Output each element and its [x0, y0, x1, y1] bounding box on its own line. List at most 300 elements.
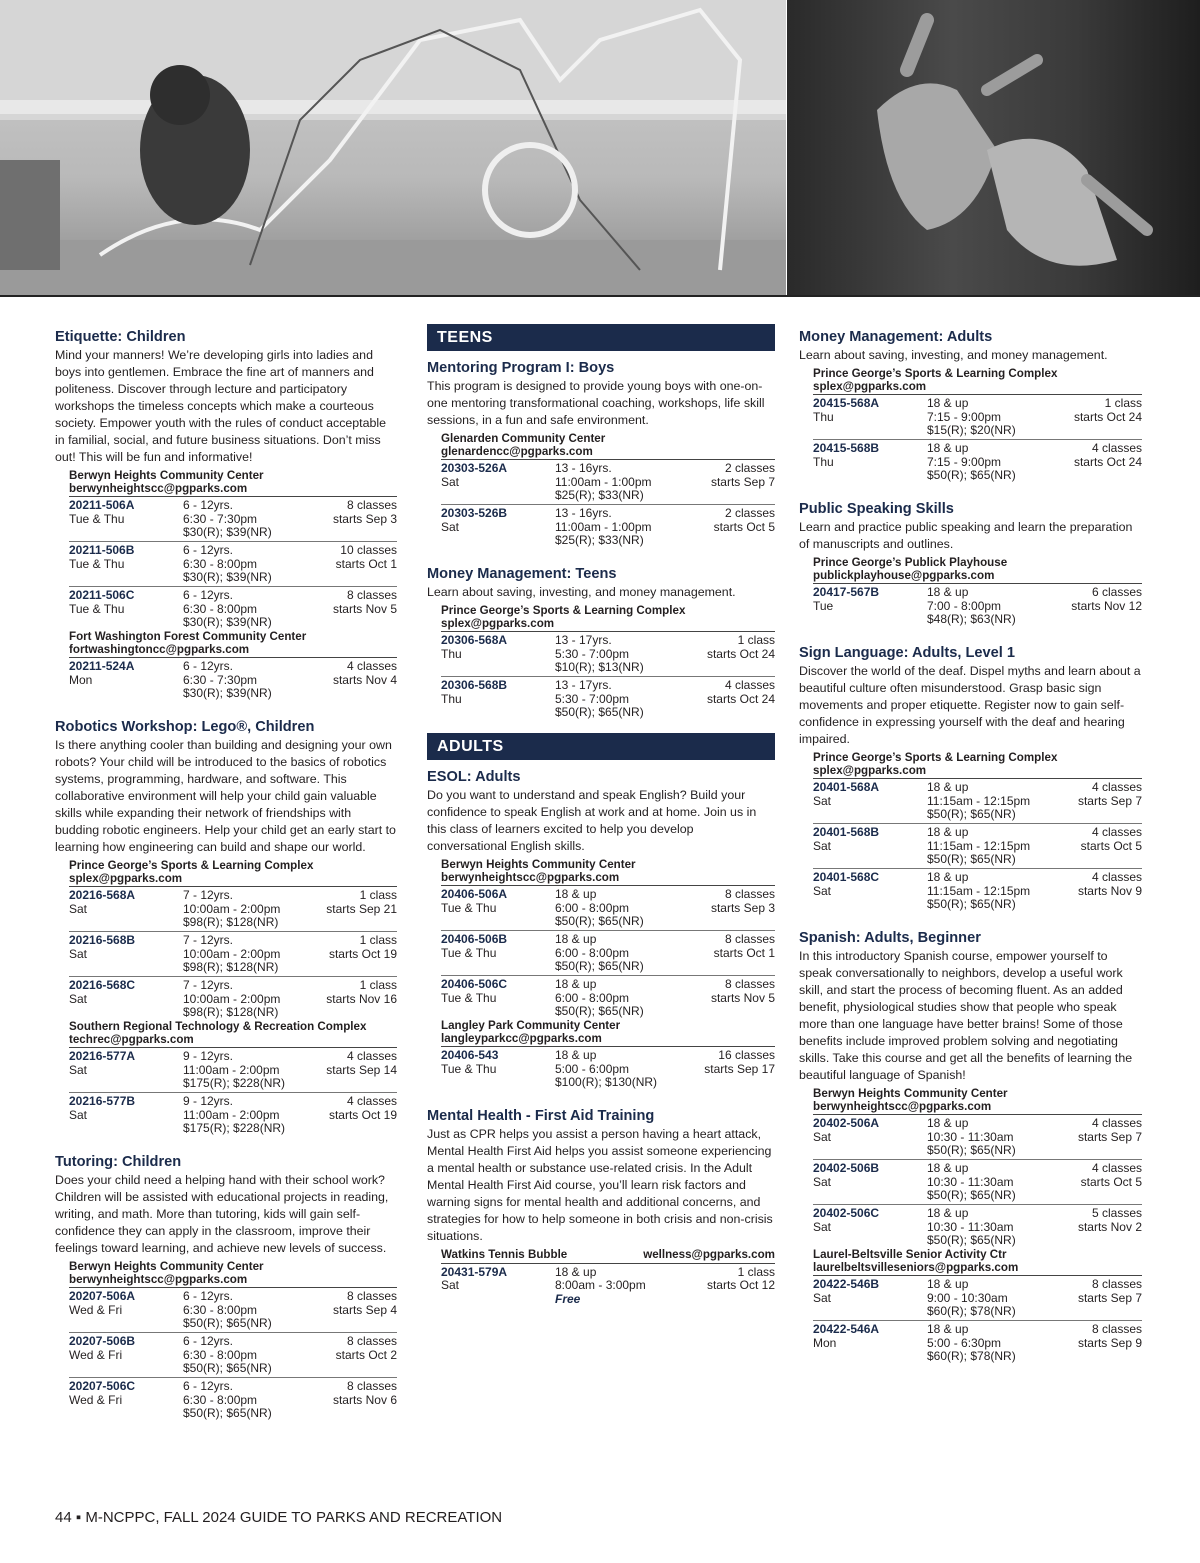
program-description: In this introductory Spanish course, empower yourself to speak conversationally to neighbors, develop a useful work skill, and start the process of becoming fluent. As an added benefit, physiological studies show that people who speak more than one language have better brains! Some of those benefits include improved problem solving and negotiating skills. Take this course and get all the benefits of learning the beautiful language of Spanish!	[799, 949, 1133, 1082]
course-code[interactable]: 20431-579A	[441, 1264, 508, 1279]
class-count: 8 classes	[1091, 1277, 1142, 1291]
course-days: Sat	[441, 519, 460, 534]
program-description: Learn about saving, investing, and money management.	[427, 585, 736, 599]
course-days: Sat	[441, 1278, 460, 1292]
course-code[interactable]: 20401-568C	[813, 870, 880, 884]
start-date: starts Sep 3	[710, 900, 775, 915]
course-code[interactable]: 20402-506B	[813, 1161, 880, 1175]
session-list	[55, 658, 397, 702]
course-code[interactable]: 20216-568B	[69, 933, 136, 947]
course-code[interactable]: 20211-506A	[69, 498, 135, 512]
course-days: Tue & Thu	[441, 990, 497, 1005]
location-name: Fort Washington Forest Community Center	[69, 630, 307, 643]
start-date: starts Sep 21	[326, 901, 397, 916]
course-fee: $50(R); $65(NR)	[183, 1316, 272, 1330]
session-list	[55, 1048, 397, 1137]
course-days: Thu	[441, 691, 462, 706]
class-count: 8 classes	[346, 588, 397, 602]
age-range: 18 & up	[927, 1206, 969, 1220]
program	[427, 565, 775, 721]
location-email[interactable]: splex@pgparks.com	[441, 616, 555, 630]
age-range: 6 - 12yrs.	[183, 543, 234, 557]
age-range: 18 & up	[927, 825, 969, 839]
start-date: starts Oct 1	[335, 556, 397, 571]
session-row	[813, 395, 1142, 440]
course-code[interactable]: 20216-577B	[69, 1094, 136, 1108]
session-list	[799, 1115, 1142, 1249]
start-date: starts Oct 24	[1073, 454, 1142, 469]
start-date: starts Oct 1	[713, 945, 775, 960]
program-description: Is there anything cooler than building and designing your own robots? Your child will be introduced to the basics of robotics systems, programming, hardware, and software. This collaborative environment will help your child gain valuable skills while expanding their network of friendships with budding robotic engineers. Help your child get an early start to learning how engineering can build and shape our world.	[55, 738, 396, 854]
time-range: 6:30 - 8:00pm	[183, 601, 258, 616]
location-email[interactable]: wellness@pgparks.com	[643, 1248, 775, 1261]
start-date: starts Nov 5	[332, 601, 397, 616]
session-list	[799, 395, 1142, 484]
program-title: ESOL: Adults	[427, 769, 521, 785]
course-code[interactable]: 20207-506B	[69, 1334, 136, 1348]
program-description: Mind your manners! We’re developing girls into ladies and boys into gentlemen. Embrace the fine art of manners and politeness. Discover through lecture and participatory workshops the timeless concepts which make a courteous society. Empower youth with the rules of conduct acceptable in familial, social, and future business situations. Don’t miss out! This will be fun and informative!	[55, 348, 387, 464]
age-range: 7 - 12yrs.	[183, 978, 234, 992]
time-range: 10:30 - 11:30am	[927, 1174, 1014, 1189]
session-row	[813, 1160, 1142, 1205]
class-count: 4 classes	[346, 1049, 397, 1063]
course-days: Sat	[69, 946, 88, 961]
time-range: 5:30 - 7:00pm	[555, 691, 630, 706]
course-fee: $98(R); $128(NR)	[183, 1005, 279, 1019]
course-fee: $50(R); $65(NR)	[183, 1361, 272, 1375]
time-range: 9:00 - 10:30am	[927, 1290, 1008, 1305]
course-days: Sat	[813, 1219, 832, 1234]
time-range: 5:00 - 6:30pm	[927, 1335, 1002, 1350]
location-header	[813, 557, 1142, 584]
time-range: 6:00 - 8:00pm	[555, 990, 630, 1005]
location-name: Berwyn Heights Community Center	[813, 1087, 1008, 1100]
class-count: 1 class	[359, 978, 397, 992]
location-email[interactable]: splex@pgparks.com	[813, 379, 927, 393]
session-row	[69, 542, 397, 587]
course-days: Sat	[441, 474, 460, 489]
course-code[interactable]: 20402-506A	[813, 1116, 880, 1130]
session-list	[799, 779, 1142, 913]
session-row	[813, 1115, 1142, 1160]
session-list	[55, 1288, 397, 1422]
session-row	[813, 1276, 1142, 1321]
age-range: 18 & up	[927, 396, 969, 410]
session-row	[441, 886, 775, 931]
program	[427, 359, 775, 549]
course-days: Tue & Thu	[69, 601, 125, 616]
course-fee: $30(R); $39(NR)	[183, 570, 272, 584]
start-date: starts Oct 19	[328, 946, 397, 961]
location-email[interactable]: splex@pgparks.com	[69, 871, 183, 885]
location-header	[441, 605, 775, 632]
session-row	[69, 1048, 397, 1093]
header-photos	[0, 0, 1200, 297]
age-range: 6 - 12yrs.	[183, 1379, 234, 1393]
class-count: 1 class	[1104, 396, 1142, 410]
course-days: Sat	[813, 1129, 832, 1144]
program-description: Learn about saving, investing, and money management.	[799, 348, 1108, 362]
course-days: Tue & Thu	[441, 945, 497, 960]
location-name: Prince George’s Sports & Learning Complex	[441, 604, 686, 617]
location-header	[813, 368, 1142, 395]
course-fee: $60(R); $78(NR)	[927, 1304, 1016, 1318]
location-name: Berwyn Heights Community Center	[69, 469, 264, 482]
location-email[interactable]: berwynheightscc@pgparks.com	[813, 1099, 992, 1113]
course-code[interactable]: 20417-567B	[813, 585, 880, 599]
course-code[interactable]: 20211-506C	[69, 588, 135, 602]
location-name: Prince George’s Sports & Learning Complex	[813, 751, 1058, 764]
class-count: 8 classes	[346, 1289, 397, 1303]
start-date: starts Sep 7	[1077, 1129, 1142, 1144]
session-row	[813, 869, 1142, 913]
time-range: 7:00 - 8:00pm	[927, 598, 1002, 613]
location-email[interactable]: langleyparkcc@pgparks.com	[441, 1031, 602, 1045]
class-count: 4 classes	[1091, 441, 1142, 455]
time-range: 6:30 - 8:00pm	[183, 1392, 258, 1407]
time-range: 11:15am - 12:15pm	[927, 883, 1031, 898]
class-count: 1 class	[359, 888, 397, 902]
session-row	[441, 931, 775, 976]
program	[799, 644, 1142, 913]
course-days: Tue	[813, 598, 834, 613]
class-count: 5 classes	[1091, 1206, 1142, 1220]
class-count: 8 classes	[346, 498, 397, 512]
location-header	[813, 752, 1142, 779]
course-fee: $50(R); $65(NR)	[927, 468, 1016, 482]
start-date: starts Nov 4	[332, 672, 397, 687]
course-days: Wed & Fri	[69, 1347, 123, 1362]
course-fee: Free	[555, 1291, 581, 1306]
course-days: Wed & Fri	[69, 1392, 123, 1407]
age-range: 9 - 12yrs.	[183, 1049, 234, 1063]
session-row	[813, 1321, 1142, 1365]
course-fee: $25(R); $33(NR)	[555, 533, 644, 547]
session-row	[813, 584, 1142, 628]
class-count: 6 classes	[1091, 585, 1142, 599]
program-title: Public Speaking Skills	[799, 501, 954, 517]
age-range: 18 & up	[927, 441, 969, 455]
course-code[interactable]: 20406-506B	[441, 932, 508, 946]
course-fee: $50(R); $65(NR)	[555, 914, 644, 928]
course-code[interactable]: 20207-506A	[69, 1289, 136, 1303]
session-row	[813, 779, 1142, 824]
session-row	[813, 1205, 1142, 1249]
course-fee: $175(R); $228(NR)	[183, 1121, 286, 1135]
location-name: Berwyn Heights Community Center	[69, 1260, 264, 1273]
location-name: Prince George’s Sports & Learning Complex	[69, 859, 314, 872]
start-date: starts Oct 24	[706, 691, 775, 706]
start-date: starts Nov 6	[332, 1392, 397, 1407]
program-description: Do you want to understand and speak English? Build your confidence to speak English at work and at home. Join us in this class of learners excited to help you develop conversational English skills.	[427, 788, 757, 853]
location-header	[813, 1249, 1142, 1276]
start-date: starts Sep 7	[1077, 1290, 1142, 1305]
class-count: 8 classes	[1091, 1322, 1142, 1336]
location-header	[69, 1261, 397, 1288]
location-email[interactable]: splex@pgparks.com	[813, 763, 927, 777]
photo-divider	[0, 295, 1200, 297]
course-code[interactable]: 20406-543	[441, 1048, 499, 1062]
class-count: 4 classes	[1091, 1116, 1142, 1130]
start-date: starts Nov 5	[710, 990, 775, 1005]
session-row	[69, 977, 397, 1021]
age-range: 9 - 12yrs.	[183, 1094, 234, 1108]
course-days: Wed & Fri	[69, 1302, 123, 1317]
location-header	[69, 860, 397, 887]
course-days: Mon	[69, 672, 93, 687]
start-date: starts Sep 17	[704, 1061, 775, 1076]
course-fee: $98(R); $128(NR)	[183, 960, 279, 974]
course-code[interactable]: 20211-524A	[69, 659, 135, 673]
time-range: 11:00am - 1:00pm	[555, 519, 652, 534]
session-row	[69, 932, 397, 977]
session-list	[427, 460, 775, 549]
location-header	[69, 631, 397, 658]
location-name: Glenarden Community Center	[441, 432, 606, 445]
class-count: 4 classes	[1091, 825, 1142, 839]
location-name: Southern Regional Technology & Recreation Complex	[69, 1020, 367, 1033]
session-row	[69, 1333, 397, 1378]
course-days: Sat	[813, 793, 832, 808]
class-count: 4 classes	[346, 659, 397, 673]
course-days: Sat	[813, 883, 832, 898]
course-fee: $98(R); $128(NR)	[183, 915, 279, 929]
session-list	[427, 886, 775, 1020]
age-range: 18 & up	[555, 932, 597, 946]
course-fee: $175(R); $228(NR)	[183, 1076, 286, 1090]
class-count: 1 class	[737, 633, 775, 647]
time-range: 10:00am - 2:00pm	[183, 991, 281, 1006]
program-title: Money Management: Teens	[427, 566, 617, 582]
course-days: Thu	[813, 454, 834, 469]
location-email[interactable]: glenardencc@pgparks.com	[441, 444, 593, 458]
start-date: starts Oct 5	[713, 519, 775, 534]
course-fee: $50(R); $65(NR)	[927, 1188, 1016, 1202]
course-fee: $50(R); $65(NR)	[555, 959, 644, 973]
age-range: 13 - 17yrs.	[555, 678, 612, 692]
course-days: Thu	[441, 646, 462, 661]
location-header	[69, 470, 397, 497]
location-email[interactable]: berwynheightscc@pgparks.com	[69, 481, 248, 495]
program-description: Discover the world of the deaf. Dispel myths and learn about a beautiful culture often misunderstood. Grasp basic sign movements and proper etiquette. Register now to gain self-confidence in expressing yourself with the deaf and hearing impaired.	[799, 664, 1141, 746]
course-code[interactable]: 20207-506C	[69, 1379, 136, 1393]
age-range: 18 & up	[555, 1048, 597, 1062]
session-list	[427, 1047, 775, 1091]
location-header	[441, 1020, 775, 1047]
age-range: 18 & up	[555, 1264, 597, 1279]
course-days: Sat	[69, 901, 88, 916]
course-fee: $30(R); $39(NR)	[183, 686, 272, 700]
session-row	[441, 677, 775, 721]
class-count: 4 classes	[1091, 780, 1142, 794]
start-date: starts Sep 9	[1077, 1335, 1142, 1350]
course-fee: $50(R); $65(NR)	[555, 1004, 644, 1018]
start-date: starts Sep 3	[332, 511, 397, 526]
program-title: Etiquette: Children	[55, 329, 186, 345]
program-title: Mentoring Program I: Boys	[427, 360, 615, 376]
course-fee: $30(R); $39(NR)	[183, 615, 272, 629]
column-3	[799, 328, 1142, 1381]
session-row	[69, 497, 397, 542]
session-row	[441, 976, 775, 1020]
start-date: starts Nov 16	[326, 991, 397, 1006]
age-range: 18 & up	[927, 870, 969, 884]
course-code[interactable]: 20422-546A	[813, 1322, 880, 1336]
course-days: Sat	[69, 991, 88, 1006]
class-count: 8 classes	[724, 887, 775, 901]
age-range: 18 & up	[927, 780, 969, 794]
class-count: 4 classes	[1091, 1161, 1142, 1175]
program-title: Robotics Workshop: Lego®, Children	[55, 719, 315, 735]
course-fee: $30(R); $39(NR)	[183, 525, 272, 539]
course-code[interactable]: 20401-568B	[813, 825, 880, 839]
location-email[interactable]: publickplayhouse@pgparks.com	[813, 568, 995, 582]
start-date: starts Oct 5	[1080, 1174, 1142, 1189]
course-fee: $50(R); $65(NR)	[927, 1233, 1016, 1247]
start-date: starts Oct 24	[706, 646, 775, 661]
age-range: 6 - 12yrs.	[183, 498, 234, 512]
age-range: 18 & up	[927, 1161, 969, 1175]
age-range: 18 & up	[555, 887, 597, 901]
course-code[interactable]: 20401-568A	[813, 780, 880, 794]
location-header	[69, 1021, 397, 1048]
time-range: 10:30 - 11:30am	[927, 1129, 1014, 1144]
course-days: Sat	[69, 1062, 88, 1077]
time-range: 10:00am - 2:00pm	[183, 901, 281, 916]
course-code[interactable]: 20415-568B	[813, 441, 880, 455]
session-list	[427, 1264, 775, 1308]
program-description: Just as CPR helps you assist a person having a heart attack, Mental Health First Aid helps you assist someone experiencing a mental health or substance use-related crisis. In the Adult Mental Health First Aid course, you’ll learn risk factors and warning signs for mental health and additional concerns, and strategies for how to help someone in both crisis and non-crisis situations.	[427, 1127, 773, 1243]
location-header	[441, 859, 775, 886]
class-count: 2 classes	[724, 506, 775, 520]
start-date: starts Oct 5	[1080, 838, 1142, 853]
class-count: 8 classes	[346, 1379, 397, 1393]
location-name: Berwyn Heights Community Center	[441, 858, 636, 871]
session-list	[55, 497, 397, 631]
program	[799, 328, 1142, 484]
page-footer: 44 ▪ M-NCPPC, FALL 2024 GUIDE TO PARKS AND RECREATION	[55, 1509, 503, 1526]
age-range: 18 & up	[927, 1116, 969, 1130]
program-title: Sign Language: Adults, Level 1	[799, 645, 1015, 661]
time-range: 6:30 - 7:30pm	[183, 511, 258, 526]
location-header	[441, 433, 775, 460]
session-row	[441, 460, 775, 505]
class-count: 1 class	[359, 933, 397, 947]
course-code[interactable]: 20303-526B	[441, 506, 508, 520]
course-code[interactable]: 20422-546B	[813, 1277, 880, 1291]
program	[427, 768, 775, 1091]
age-range: 18 & up	[927, 1277, 969, 1291]
course-code[interactable]: 20415-568A	[813, 396, 880, 410]
program	[799, 929, 1142, 1365]
location-email[interactable]: berwynheightscc@pgparks.com	[69, 1272, 248, 1286]
program-title: Tutoring: Children	[55, 1154, 182, 1170]
course-days: Sat	[813, 838, 832, 853]
location-name: Watkins Tennis Bubble	[441, 1248, 568, 1261]
section-header: TEENS	[427, 324, 775, 351]
course-fee: $50(R); $65(NR)	[927, 852, 1016, 866]
course-code[interactable]: 20211-506B	[69, 543, 135, 557]
session-row	[813, 440, 1142, 484]
section-header: ADULTS	[427, 733, 775, 760]
course-fee: $50(R); $65(NR)	[927, 897, 1016, 911]
course-fee: $50(R); $65(NR)	[927, 807, 1016, 821]
age-range: 7 - 12yrs.	[183, 888, 234, 902]
course-code[interactable]: 20216-568A	[69, 888, 136, 902]
age-range: 13 - 16yrs.	[555, 461, 612, 475]
course-days: Tue & Thu	[441, 900, 497, 915]
location-name: Laurel-Beltsville Senior Activity Ctr	[813, 1248, 1007, 1261]
program-title: Mental Health - First Aid Training	[427, 1108, 655, 1124]
start-date: starts Nov 9	[1077, 883, 1142, 898]
start-date: starts Sep 4	[332, 1302, 397, 1317]
age-range: 6 - 12yrs.	[183, 659, 234, 673]
start-date: starts Oct 24	[1073, 409, 1142, 424]
course-fee: $100(R); $130(NR)	[555, 1075, 658, 1089]
course-code[interactable]: 20406-506C	[441, 977, 508, 991]
class-count: 2 classes	[724, 461, 775, 475]
program-title: Spanish: Adults, Beginner	[799, 930, 981, 946]
course-code[interactable]: 20306-568B	[441, 678, 508, 692]
location-email[interactable]: techrec@pgparks.com	[69, 1032, 194, 1046]
time-range: 11:15am - 12:15pm	[927, 793, 1031, 808]
session-row	[813, 824, 1142, 869]
course-fee: $50(R); $65(NR)	[183, 1406, 272, 1420]
program	[55, 328, 397, 702]
course-code[interactable]: 20216-568C	[69, 978, 136, 992]
course-code[interactable]: 20406-506A	[441, 887, 508, 901]
start-date: starts Oct 12	[706, 1278, 775, 1292]
session-row	[441, 505, 775, 549]
time-range: 8:00am - 3:00pm	[555, 1278, 646, 1292]
course-code[interactable]: 20402-506C	[813, 1206, 880, 1220]
time-range: 10:30 - 11:30am	[927, 1219, 1014, 1234]
class-count: 8 classes	[346, 1334, 397, 1348]
column-2	[427, 328, 775, 1324]
location-header	[441, 1249, 775, 1264]
photo-teen-building-roller-coaster	[0, 0, 786, 296]
course-code[interactable]: 20306-568A	[441, 633, 508, 647]
time-range: 5:00 - 6:00pm	[555, 1061, 630, 1076]
class-count: 10 classes	[340, 543, 397, 557]
location-email[interactable]: fortwashingtoncc@pgparks.com	[69, 642, 250, 656]
session-list	[427, 632, 775, 721]
time-range: 11:00am - 2:00pm	[183, 1062, 280, 1077]
course-days: Tue & Thu	[69, 556, 125, 571]
time-range: 6:30 - 8:00pm	[183, 556, 258, 571]
course-code[interactable]: 20216-577A	[69, 1049, 136, 1063]
course-days: Mon	[813, 1335, 837, 1350]
time-range: 11:00am - 1:00pm	[555, 474, 652, 489]
session-row	[69, 887, 397, 932]
start-date: starts Sep 7	[1077, 793, 1142, 808]
age-range: 13 - 17yrs.	[555, 633, 612, 647]
session-list	[799, 1276, 1142, 1365]
time-range: 7:15 - 9:00pm	[927, 409, 1002, 424]
time-range: 6:30 - 8:00pm	[183, 1347, 258, 1362]
location-name: Langley Park Community Center	[441, 1019, 621, 1032]
course-code[interactable]: 20303-526A	[441, 461, 508, 475]
course-fee: $15(R); $20(NR)	[927, 423, 1016, 437]
column-1	[55, 328, 397, 1438]
age-range: 18 & up	[927, 585, 969, 599]
time-range: 10:00am - 2:00pm	[183, 946, 281, 961]
location-email[interactable]: berwynheightscc@pgparks.com	[441, 870, 620, 884]
age-range: 6 - 12yrs.	[183, 588, 234, 602]
location-email[interactable]: laurelbeltsvilleseniors@pgparks.com	[813, 1260, 1019, 1274]
course-fee: $50(R); $65(NR)	[555, 705, 644, 719]
class-count: 1 class	[737, 1264, 775, 1279]
